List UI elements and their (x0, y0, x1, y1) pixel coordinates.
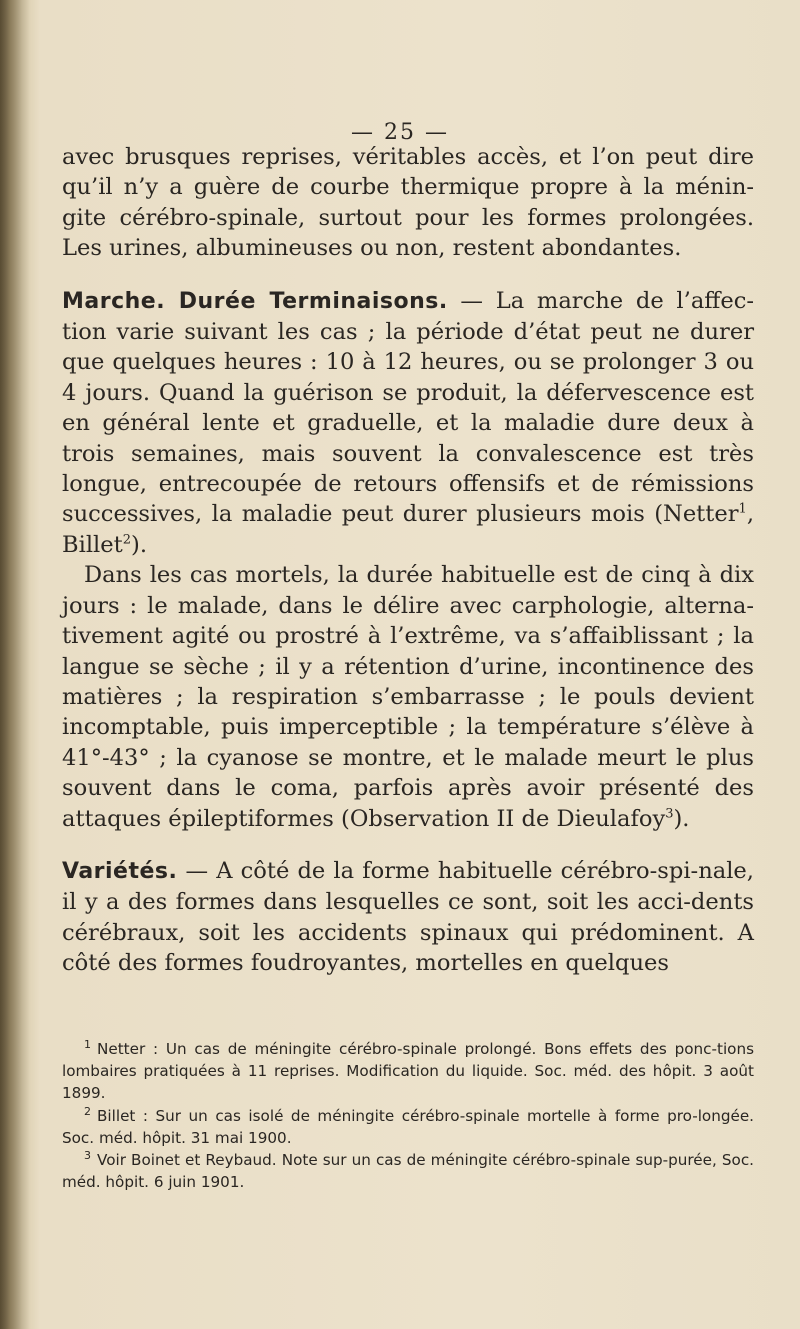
footnotes (62, 1038, 754, 1193)
citation-separator: , Billet (62, 501, 754, 558)
paragraph-cas-mortels-text: Dans les cas mortels, la durée habituelle est de cinq à dix jours : le malade, dans le délire avec carphologie, alterna-tivement agité ou prostré à l’extrême, va s’affaiblissant ; la langue se sèche ; il y a rétention d’urine, incontinence des matières ; la respiration s’embarrasse ; le pouls devient incomptable, puis imperceptible ; la température s’élève à 41°-43° ; la cyanose se montre, et le malade meurt le plus souvent dans le coma, parfois après avoir présenté des attaques épileptiformes (Observation II de Dieulafoy (62, 562, 754, 832)
section-gap-2 (62, 834, 754, 856)
paragraph-varietes (62, 856, 754, 979)
footnote-2-number: 2 (84, 1104, 91, 1118)
citation-close: ). (131, 531, 148, 558)
footnote-1-text: Netter : Un cas de méningite cérébro-spinale prolongé. Bons effets des ponc-tions lombaires pratiquées à 11 reprises. Modification du liquide. Soc. méd. des hôpit. 3 août 1899. (62, 1040, 754, 1103)
footnote-ref-1[interactable]: 1 (738, 501, 747, 517)
paragraph-urines: avec brusques reprises, véritables accès, et l’on peut dire qu’il n’y a guère de courbe thermique propre à la ménin-gite cérébro-spinale, surtout pour les formes prolongées. Les urines, albumineuses ou non, restent abondantes. (62, 144, 754, 262)
footnote-3-text: Voir Boinet et Reybaud. Note sur un cas de méningite cérébro-spinale sup-purée, Soc. méd. hôpit. 6 juin 1901. (62, 1151, 754, 1192)
footnote-3-number: 3 (84, 1148, 91, 1162)
footnote-1 (62, 1038, 754, 1105)
footnote-3 (62, 1149, 754, 1193)
paragraph-marche-text: — La marche de l’affec-tion varie suivant les cas ; la période d’état peut ne durer que quelques heures : 10 à 12 heures, ou se prolonger 3 ou 4 jours. Quand la guérison se produit, la défervescence est en général lente et graduelle, et la maladie dure deux à trois semaines, mais souvent la convalescence est très longue, entrecoupée de retours offensifs et de rémissions successives, la maladie peut durer plusieurs mois (Netter (62, 287, 754, 528)
footnote-ref-2[interactable]: 2 (122, 532, 132, 548)
spine-shadow (0, 0, 30, 1329)
citation-close-3: ). (673, 805, 690, 832)
section-heading-varietes: Variétés. (62, 858, 178, 884)
paragraph-varietes-text: — A côté de la forme habituelle cérébro-spi-nale, il y a des formes dans lesquelles ce sont, soit les acci-dents cérébraux, soit les accidents spinaux qui prédominent. A côté des formes foudroyantes, mortelles en quelques (62, 857, 754, 977)
footnote-1-number: 1 (84, 1037, 91, 1051)
footnote-2 (62, 1105, 754, 1149)
paragraph-marche (62, 286, 754, 561)
page-number: — 25 — (351, 120, 449, 145)
paragraph-cas-mortels (62, 560, 754, 834)
main-text (62, 142, 754, 979)
section-heading-marche: Marche. Durée Terminaisons. (62, 288, 448, 314)
footnote-ref-3[interactable]: 3 (665, 806, 674, 821)
footnote-2-text: Billet : Sur un cas isolé de méningite cérébro-spinale mortelle à forme pro-longée. Soc. méd. hôpit. 31 mai 1900. (62, 1106, 754, 1147)
section-gap (62, 264, 754, 286)
